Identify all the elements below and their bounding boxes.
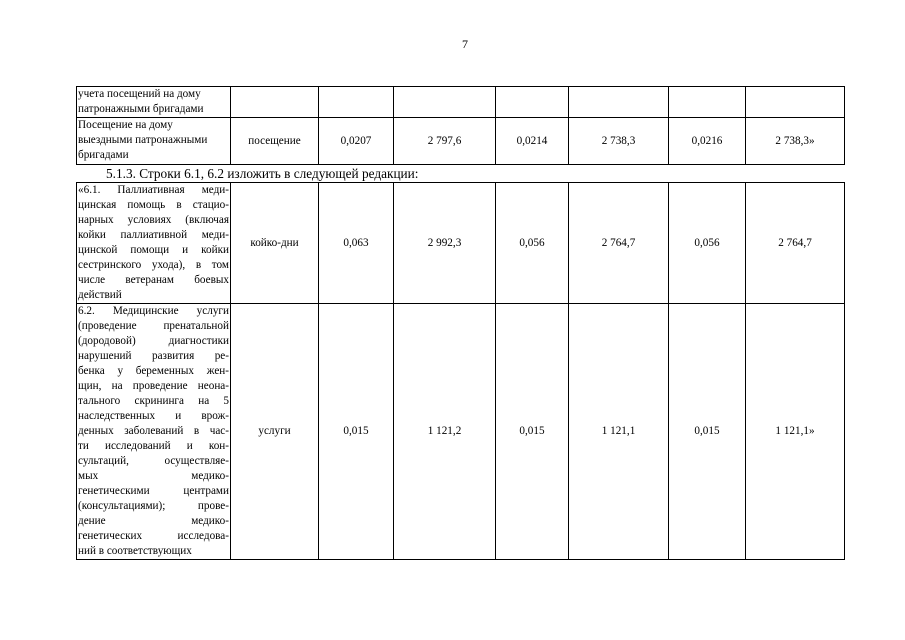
row-name-line: 6.2. Медицинские услуги <box>78 305 229 317</box>
row-name-line: наследственных и врож- <box>78 410 229 422</box>
row-name-line: действий <box>78 289 122 301</box>
value-cell <box>394 87 496 118</box>
value-cell: 0,056 <box>496 183 569 304</box>
value-cell: 2 764,7 <box>746 183 845 304</box>
row-name-line: «6.1. Паллиативная меди- <box>78 184 229 196</box>
row-name-cell <box>77 304 231 560</box>
row-name-line: (проведение пренатальной <box>78 320 229 332</box>
row-name-line: койки паллиативной меди- <box>78 229 229 241</box>
value-cell: посещение <box>231 118 319 165</box>
value-cell: койко-дни <box>231 183 319 304</box>
value-cell <box>231 87 319 118</box>
row-name-line: учета посещений на дому <box>78 88 201 100</box>
value-cell: 2 738,3» <box>746 118 845 165</box>
value-cell: 2 764,7 <box>569 183 669 304</box>
value-cell: 2 992,3 <box>394 183 496 304</box>
row-name-line: бригадами <box>78 149 129 161</box>
row-name-line: нарушений развития ре- <box>78 350 229 362</box>
value-cell: 0,015 <box>669 304 746 560</box>
table-row <box>77 87 845 118</box>
row-name-cell <box>77 87 231 118</box>
row-name-line: денных заболеваний в час- <box>78 425 229 437</box>
page-number: 7 <box>462 37 468 51</box>
row-name-line: патронажными бригадами <box>78 103 204 115</box>
row-name-line: щин, на проведение неона- <box>78 380 229 392</box>
row-name-line: цинской помощи и койки <box>78 244 229 256</box>
table-row <box>77 183 845 304</box>
value-cell: 0,063 <box>319 183 394 304</box>
top-table <box>76 86 845 165</box>
value-cell: 0,0207 <box>319 118 394 165</box>
value-cell: 0,015 <box>496 304 569 560</box>
row-name-line: генетическими центрами <box>78 485 229 497</box>
main-table-body <box>77 183 845 560</box>
row-name-line: дение медико- <box>78 515 229 527</box>
row-name-line: сестринского ухода), в том <box>78 259 229 271</box>
row-name-line: генетических исследова- <box>78 530 229 542</box>
value-cell <box>496 87 569 118</box>
value-cell: 0,0216 <box>669 118 746 165</box>
value-cell: 0,056 <box>669 183 746 304</box>
value-cell: 1 121,2 <box>394 304 496 560</box>
value-cell: 0,0214 <box>496 118 569 165</box>
value-cell <box>669 87 746 118</box>
instruction-text: 5.1.3. Строки 6.1, 6.2 изложить в следующей редакции: <box>106 166 419 181</box>
value-cell: 0,015 <box>319 304 394 560</box>
table-row <box>77 304 845 560</box>
value-cell: 2 738,3 <box>569 118 669 165</box>
value-cell: 1 121,1» <box>746 304 845 560</box>
value-cell <box>319 87 394 118</box>
row-name-line: числе ветеранам боевых <box>78 274 229 286</box>
row-name-line: тального скрининга на 5 <box>78 395 229 407</box>
value-cell <box>746 87 845 118</box>
top-table-body <box>77 87 845 165</box>
row-name-line: сультаций, осуществляе- <box>78 455 229 467</box>
value-cell: услуги <box>231 304 319 560</box>
main-table <box>76 182 845 560</box>
value-cell: 1 121,1 <box>569 304 669 560</box>
row-name-cell <box>77 183 231 304</box>
row-name-line: мых медико- <box>78 470 229 482</box>
row-name-line: ний в соответствующих <box>78 545 192 557</box>
row-name-line: (дородовой) диагностики <box>78 335 229 347</box>
row-name-cell <box>77 118 231 165</box>
row-name-line: Посещение на дому <box>78 119 173 131</box>
row-name-line: ти исследований и кон- <box>78 440 229 452</box>
value-cell: 2 797,6 <box>394 118 496 165</box>
row-name-line: выездными патронажными <box>78 134 208 146</box>
row-name-line: (консультациями); прове- <box>78 500 229 512</box>
row-name-line: цинская помощь в стацио- <box>78 199 229 211</box>
table-row <box>77 118 845 165</box>
row-name-line: бенка у беременных жен- <box>78 365 229 377</box>
row-name-line: нарных условиях (включая <box>78 214 229 226</box>
value-cell <box>569 87 669 118</box>
